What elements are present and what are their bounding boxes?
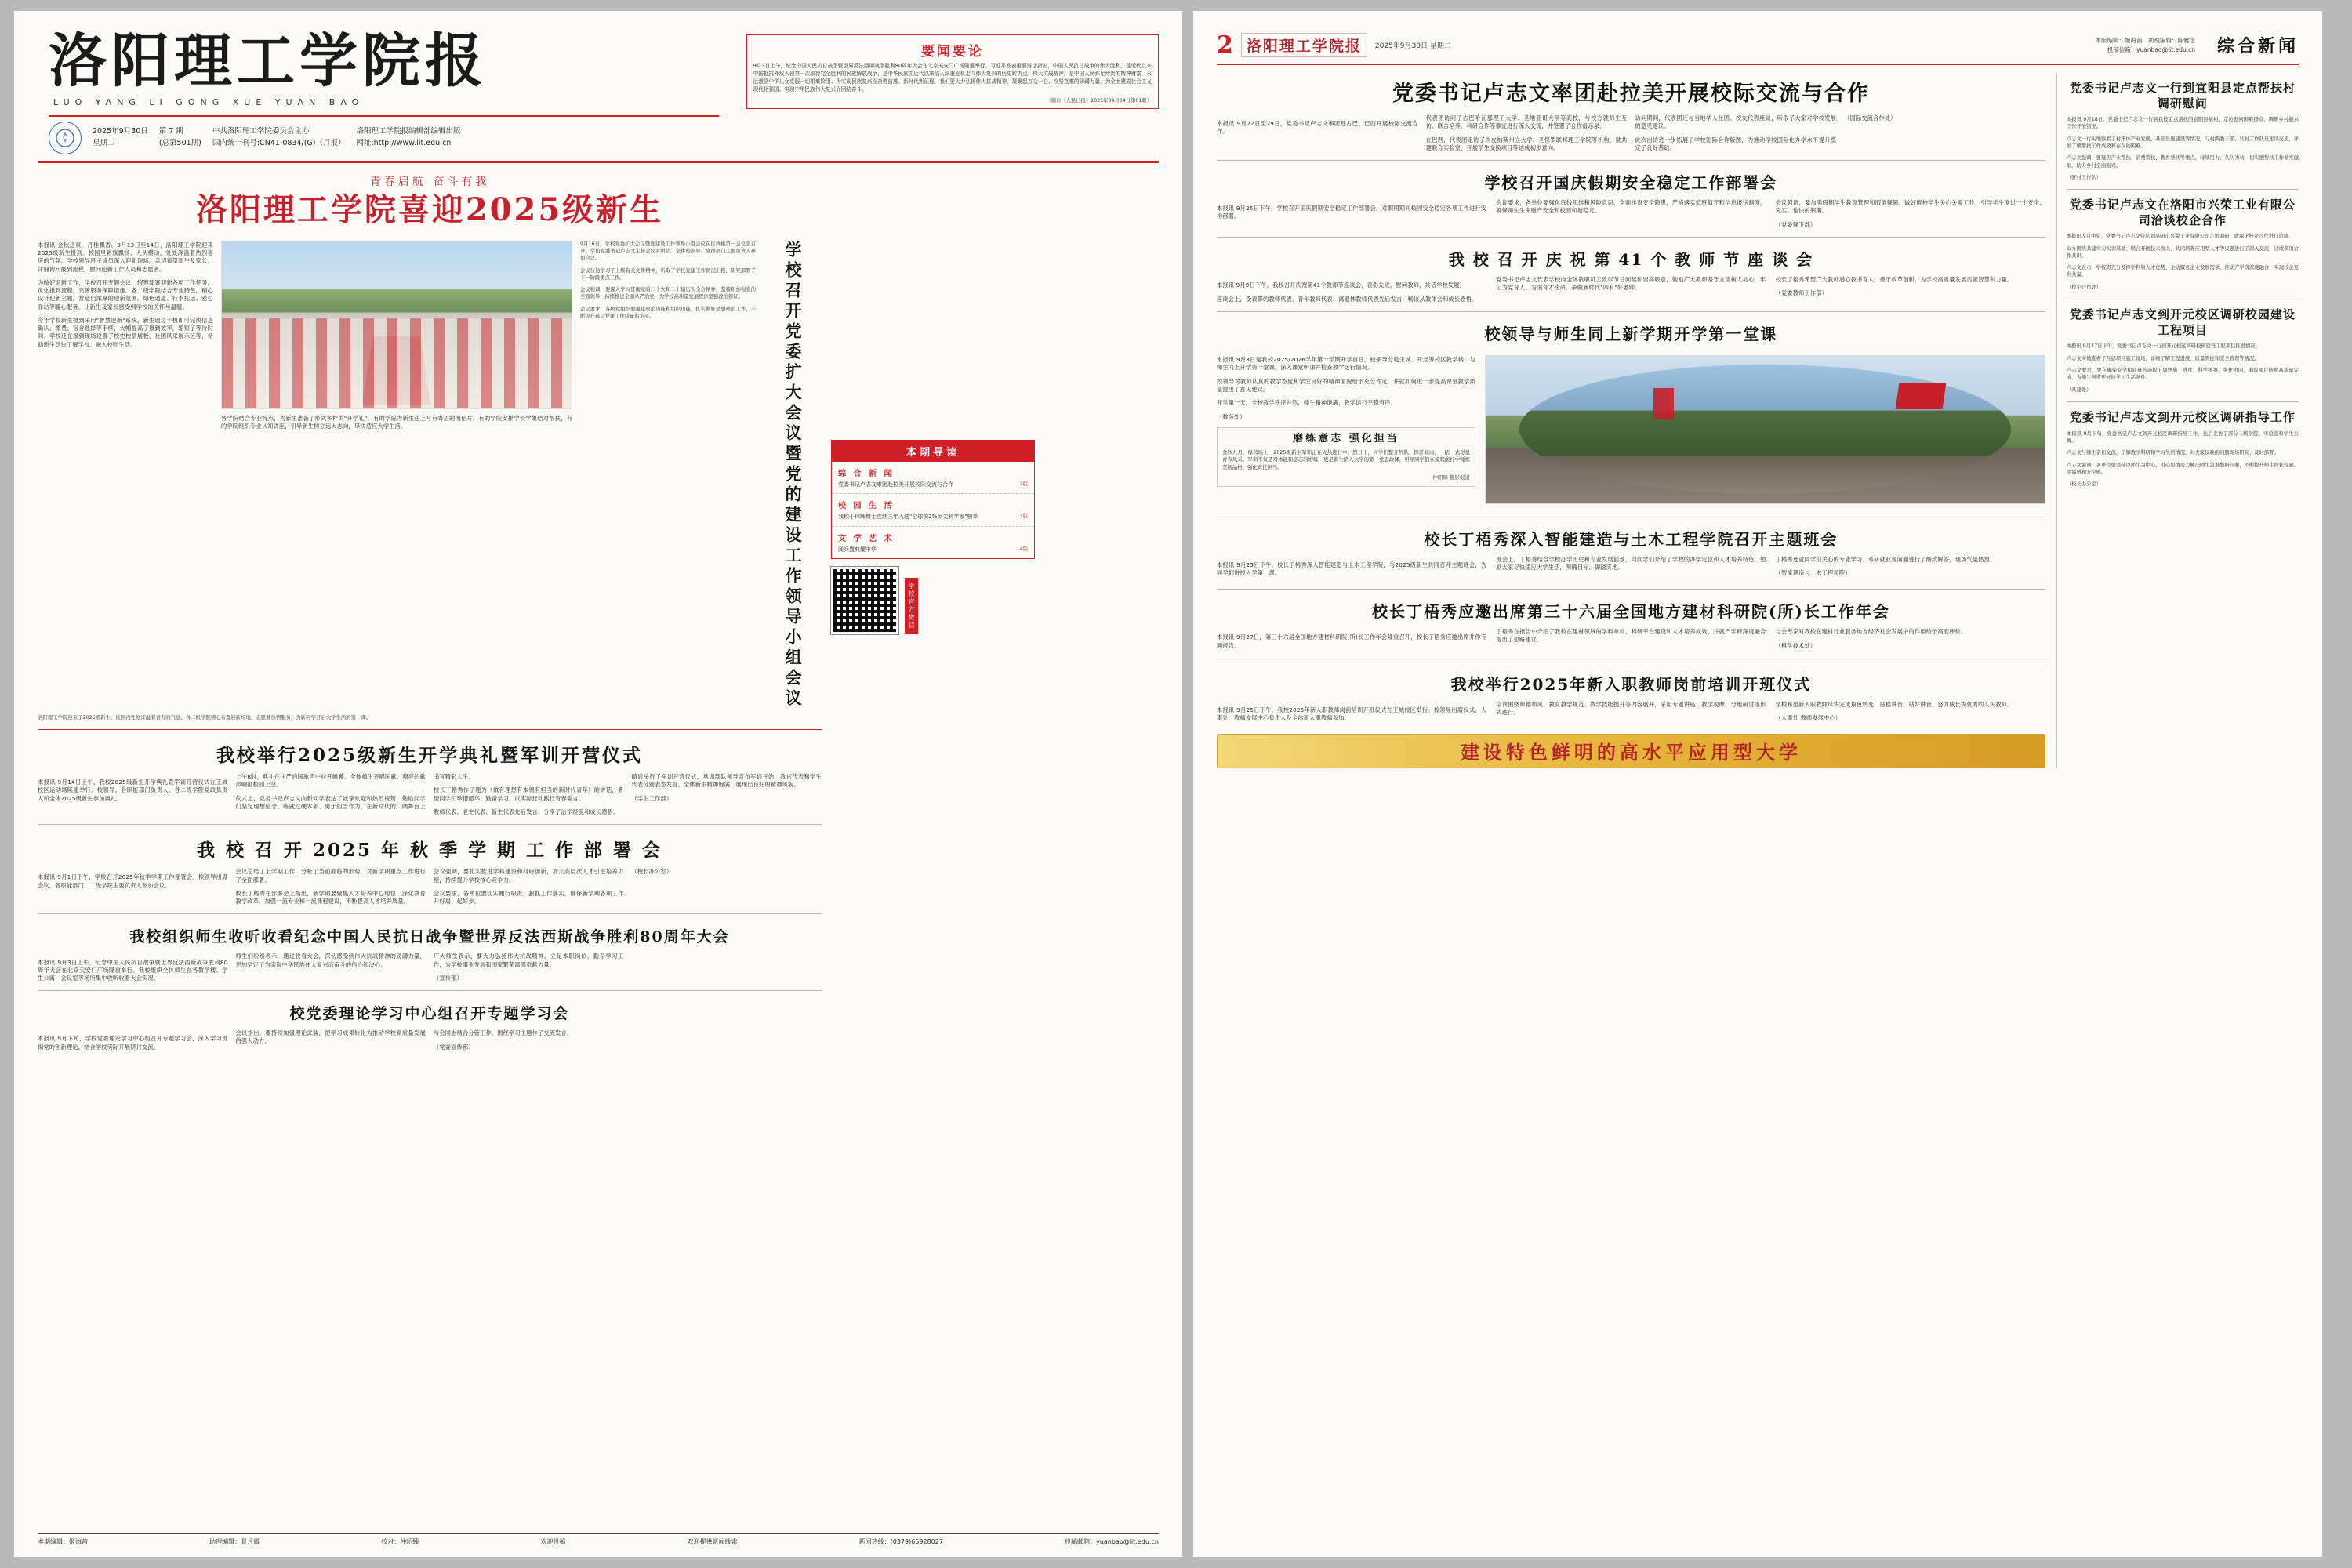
photo-caption-box — [1217, 427, 1475, 487]
vertical-headline-wrap — [764, 236, 822, 710]
article-paragraph: 党委书记卢志文代表学校向全体教职员工致以节日问候和崇高敬意，勉励广大教师坚守立德树人初心，牢记为党育人、为国育才使命，争做新时代"四有"好老师。 — [1496, 275, 1766, 292]
photo-caption-title: 磨练意志 强化担当 — [1293, 432, 1399, 445]
footer-assistant: 助理编辑：景月露 — [209, 1538, 260, 1545]
lead-photo — [221, 241, 572, 409]
divider — [38, 824, 822, 825]
page-front — [14, 11, 1182, 1557]
divider — [2067, 401, 2299, 402]
lead-kicker: 青春启航 奋斗有我 — [369, 175, 490, 188]
article-signature: （校企合作处） — [2066, 284, 2101, 290]
article-paragraph: 卢志文要求，要在确保安全和质量的前提下加快施工进度，科学统筹，强化协同，确保项目按期高质量完成，为师生创造更好的学习生活条件。 — [2066, 368, 2299, 381]
article-paragraph: 校长丁梧秀在部署会上指出，新学期要聚焦人才培养中心地位，深化教育教学改革，加强一流专业和一流课程建设，不断提高人才培养质量。 — [235, 889, 426, 906]
qr-row — [831, 567, 1035, 634]
article-paragraph: 卢志文实地查看了在建项目施工现场，详细了解工程进度、质量管控和安全管理等情况。 — [2066, 355, 2259, 361]
article-signature: （校长办公室） — [2066, 481, 2101, 488]
article-paragraph: 卢志文强调，各单位要坚持以师生为中心，用心用情用力解决师生急难愁盼问题，不断提升师生的获得感、幸福感和安全感。 — [2066, 462, 2299, 475]
newspaper-title: 洛阳理工学院报 — [49, 27, 488, 95]
article-signature: （人事处 教师发展中心） — [1775, 713, 1842, 721]
article-paragraph: 本报讯 9月17日下午，党委书记卢志文一行到开元校区调研校园建设工程项目推进情况。 — [2066, 343, 2260, 350]
contents-section — [832, 527, 1034, 559]
article-signature: （宣传部） — [434, 974, 463, 982]
sidebar-paragraph: 9月16日，学校党委扩大会议暨党建设工作领导小组会议在行政楼第一会议室召开。学校党委书记卢志文主持会议并讲话。全体校领导、党群部门主要负责人参加会议。 — [580, 241, 756, 262]
article-paragraph: 开学第一天，全校教学秩序井然，师生精神饱满，教学运行平稳有序。 — [1217, 399, 1397, 407]
page-two-date: 2025年9月30日 星期二 — [1374, 42, 1451, 50]
article-paragraph: 卢志文与师生亲切交流，了解教学科研和学习生活情况，对大家反映的问题现场研究、及时部署。 — [2066, 450, 2279, 456]
contents-section-label: 校 园 生 活 — [838, 502, 895, 511]
article-paragraph: 本报讯 9月27日，第三十六届全国地方建材科研院(所)长工作年会隆重召开，校长丁梧秀应邀出席并作专题报告。 — [1217, 633, 1487, 649]
contents-box — [831, 440, 1035, 560]
contents-section — [832, 494, 1034, 527]
article-paragraph: 本报讯 9月25日下午，校长丁梧秀深入智能建造与土木工程学院，与2025级新生共同召开主题班会，为同学们讲授入学第一课。 — [1217, 561, 1487, 577]
article-paragraph: 此次出访进一步拓展了学校国际合作版图，为推动学校国际化办学水平提升奠定了良好基础。 — [1635, 136, 1837, 151]
article-headline: 我校举行2025级新生开学典礼暨军训开营仪式 — [216, 745, 643, 767]
article-paragraph: 师生们纷纷表示，通过收看大会，深切感受到伟大抗战精神的磅礴力量，更加坚定了为实现中华民族伟大复兴而奋斗的信心和决心。 — [235, 953, 426, 968]
lead-paragraph: 各学院结合专业特点，为新生准备了形式多样的"开学礼"。有的学院为新生送上写有寄语的明信片，有的学院安排学长学姐结对帮扶，有的学院组织专业认知讲座，引导新生树立远大志向，尽快适应大学生活。 — [221, 414, 572, 430]
article-paragraph: 本报讯 9月中旬，党委书记卢志文带队到洛阳市兴荣工业有限公司走访调研，就深化校企合作进行洽谈。 — [2066, 234, 2294, 240]
article-paragraph: 卢志文表示，学校将充分发挥学科和人才优势，主动服务企业发展需求，推动产学研深度融合，实现校企互利共赢。 — [2066, 265, 2299, 278]
masthead-website[interactable]: 网址:http://www.lit.edu.cn — [356, 138, 452, 147]
article-paragraph: 仪式上，党委书记卢志文向新同学表达了诚挚欢迎和热烈祝贺，勉励同学们坚定理想信念、练就过硬本领、勇于担当作为，在新时代的广阔舞台上书写精彩人生。 — [235, 773, 474, 810]
article-paragraph: 本报讯 9月18日，党委书记卢志文一行到我校定点帮扶的宜阳县某村，走访慰问困难群众，调研乡村振兴工作开展情况。 — [2066, 117, 2299, 130]
newspaper-title-pinyin: LUO YANG LI GONG XUE YUAN BAO — [53, 96, 365, 107]
slogan-banner: 建设特色鲜明的高水平应用型大学 — [1217, 734, 2045, 768]
masthead-date: 2025年9月30日 — [93, 127, 148, 136]
page-two-logo: 洛阳理工学院报 — [1241, 33, 1367, 57]
contents-item[interactable] — [838, 481, 1028, 489]
editorial-box — [746, 34, 1159, 109]
page-two-staff-line2[interactable]: 投稿信箱：yuanbao@lit.edu.cn — [2107, 45, 2195, 53]
footer-email[interactable]: 投稿邮箱：yuanbao@lit.edu.cn — [1065, 1538, 1159, 1545]
article-paragraph: 本报讯 9月14日上午，我校2025级新生开学典礼暨军训开营仪式在王城校区运动场隆重举行。校领导、各职能部门负责人、各二级学院党政负责人和全体2025级新生参加典礼。 — [38, 779, 228, 802]
article-paragraph: 会议要求，各单位要切实履行职责，狠抓工作落实，确保新学期各项工作开好局、起好步。 — [434, 889, 624, 906]
article-paragraph: 会议总结了上学期工作，分析了当前面临的形势，对新学期重点工作进行了全面部署。 — [235, 868, 426, 884]
contents-item-page: 2版 — [1019, 480, 1028, 487]
page-two-staff — [2095, 36, 2195, 54]
article-paragraph: 会议要求，各单位要强化底线思维和风险意识，全面排查安全隐患，严格落实值班值守和信息报送制度，确保师生生命财产安全和校园和谐稳定。 — [1496, 199, 1766, 215]
article-headline: 党委书记卢志文一行到宜阳县定点帮扶村调研慰问 — [2069, 81, 2296, 111]
article-paragraph: 随后举行了军训开营仪式，承训部队领导宣布军训开始，教官代表和学生代表分别表态发言。全体新生精神饱满，展现出良好的精神风貌。 — [631, 773, 822, 789]
lead-paragraph: 为做好迎新工作，学校召开专题会议，统筹部署迎新各项工作任务，优化报到流程，完善服务保障措施。各二级学院结合专业特色，精心设计迎新主题，营造出浓厚的迎新氛围。绿色通道、行李托运、爱心驿站等暖心服务，让新生及家长感受到学校的关怀与温暖。 — [38, 278, 213, 310]
lead-paragraph: 今年学校新生报到采用"智慧迎新"系统，新生通过手机即可完成信息确认、缴费、宿舍选择等手续，大幅提高了报到效率，缩短了等待时间。学校还在报到现场设置了校史校情展板、社团风采展示区等，帮助新生尽快了解学校、融入校园生活。 — [38, 317, 213, 348]
photo-credit: 仲昭臻 摄影报道 — [1432, 474, 1470, 481]
article-headline: 我校组织师生收听收看纪念中国人民抗日战争暨世界反法西斯战争胜利80周年大会 — [129, 928, 730, 946]
footer-welcome-2: 欢迎提供新闻线索 — [687, 1538, 738, 1545]
article-signature: （国际交流合作处） — [1844, 114, 1896, 122]
contents-item-text: 阅兵盛典耀中华 — [838, 546, 877, 553]
article-paragraph: 丁梧秀在报告中介绍了我校在建材领域的学科布局、科研平台建设和人才培养成效，并就产学研深度融合提出了思路建议。 — [1496, 628, 1766, 644]
article-paragraph: 上午8时，典礼在庄严的国歌声中拉开帷幕。全体师生齐唱国歌，嘹亮的歌声响彻校园上空。 — [235, 773, 426, 789]
article-paragraph: 卢志文强调，要聚焦产业帮扶、消费帮扶、教育帮扶等重点，持续用力、久久为功，切实把帮扶工作做实做细，助力乡村全面振兴。 — [2066, 155, 2299, 169]
article-signature: （驻村工作队） — [2066, 174, 2101, 180]
article-signature: （智能建造与土木工程学院） — [1775, 569, 1851, 577]
right-rail — [2056, 73, 2299, 768]
article-signature: （校长办公室） — [631, 868, 673, 876]
article-paragraph: 代表团访问了古巴哈瓦那理工大学、圣地亚哥大学等高校，与校方就师生互访、联合培养、科研合作等事宜进行深入交流，并签署了合作备忘录。 — [1425, 114, 1628, 130]
article-paragraph: 会议强调，要加强假期学生教育管理和服务保障，做好留校学生关心关爱工作，引导学生度过一个安全、充实、愉快的假期。 — [1775, 199, 2045, 215]
article-headline: 党委书记卢志文在洛阳市兴荣工业有限公司洽谈校企合作 — [2069, 198, 2296, 227]
masthead-total-issue: (总第501期) — [158, 138, 201, 147]
masthead-rule — [49, 115, 719, 117]
divider — [38, 729, 822, 730]
article-paragraph: 座谈会上，受表彰的教师代表、青年教师代表、离退休教师代表先后发言，畅谈从教体会和成长感悟。 — [1217, 295, 1478, 303]
divider — [38, 990, 822, 991]
contents-item-text: 党委书记卢志文率团赴拉美开展校际交流与合作 — [838, 481, 953, 488]
article-signature: （党委保卫部） — [1775, 220, 1817, 228]
contents-item-page: 3版 — [1019, 513, 1028, 520]
article-paragraph: 卢志文一行实地察看了村集体产业发展、基础设施建设等情况，与村两委干部、驻村工作队员座谈交流，详细了解帮扶工作成效和存在的困难。 — [2066, 136, 2299, 149]
article-paragraph: 在巴西，代表团走访了坎皮纳斯州立大学、圣保罗联邦理工学院等机构，就共建联合实验室、开展学生交换项目等达成初步意向。 — [1425, 136, 1628, 151]
masthead-issue: 第 7 期 — [158, 127, 183, 136]
article-paragraph: 班会上，丁梧秀结合学校办学历史和专业发展前景，向同学们介绍了学校的办学定位和人才培养特色，勉励大家尽快适应大学生活，明确目标、脚踏实地。 — [1496, 555, 1766, 571]
article-paragraph: 会议强调，要扎实推进学科建设和科研创新，加大高层次人才引进培养力度，持续提升学校核心竞争力。 — [434, 868, 624, 884]
article-headline: 党委书记卢志文到开元校区调研指导工作 — [2069, 409, 2296, 424]
article-paragraph: 本报讯 9月25日下午，学校召开国庆假期安全稳定工作部署会，对假期期间校园安全稳定各项工作进行安排部署。 — [1217, 205, 1487, 220]
editorial-body: 9月3日上午，纪念中国人民抗日战争暨世界反法西斯战争胜利80周年大会在北京天安门广场隆重举行。习近平发表重要讲话指出，中国人民抗日战争的伟大胜利，是近代以来中国抵抗外敌入侵第一次取得完全胜利的民族解放战争，是中华民族由近代以来陷入深重危机走向伟大复兴的历史转折点。伟大抗战精神，是中国人民弥足珍贵的精神财富，永远激励中华儿女克服一切艰难险阻、为实现民族复兴而奋勇前进。新时代新征程，我们要大力弘扬伟大抗战精神，凝聚起万众一心、攻坚克难的磅礴力量，为全面建成社会主义现代化强国、实现中华民族伟大复兴而团结奋斗。 — [753, 63, 1152, 93]
article-paragraph: 本报讯 9月1日下午，学校召开2025年秋季学期工作部署会。校领导出席会议，各职能部门、二级学院主要负责人参加会议。 — [38, 873, 228, 889]
divider — [1217, 589, 2045, 590]
editorial-title: 要闻要论 — [920, 44, 984, 60]
vertical-headline: 学校召开党委扩大会议暨党的建设工作领导小组会议 — [783, 240, 804, 710]
qr-code-icon[interactable] — [831, 567, 898, 634]
masthead-cn-code: 国内统一刊号:CN41-0834/(G)（月报） — [212, 138, 346, 147]
article-paragraph: 校领导对教师认真的教学态度和学生良好的精神面貌给予充分肯定，并就如何进一步提高课堂教学质量提出了意见建议。 — [1217, 377, 1475, 393]
article-paragraph: 校长丁梧秀作了题为《做有理想有本领有担当的新时代青年》的讲话，希望同学们珍惜韶华、勤奋学习，以实际行动践行青春誓言。 — [434, 786, 624, 802]
contents-item-page: 4版 — [1019, 545, 1028, 552]
article-paragraph: 本报讯 9月下旬，学校党委理论学习中心组召开专题学习会，深入学习贯彻党的创新理论，结合学校实际开展研讨交流。 — [38, 1035, 228, 1051]
article-signature: （基建处） — [2066, 387, 2092, 393]
article-signature: （教务处） — [1217, 412, 1246, 420]
lead-paragraph: 本报讯 金秋送爽，丹桂飘香。9月13日至14日，洛阳理工学院迎来2025级新生报到。校园里彩旗飘扬、人头攒动，处处洋溢着热烈喜庆的气氛。学校领导班子成员深入迎新现场，亲切看望新生及家长，详细询问报到流程，慰问迎新工作人员和志愿者。 — [38, 241, 213, 273]
article-paragraph: 本报讯 9月25日下午，我校2025年新入职教师岗前培训开班仪式在王城校区举行。校领导出席仪式，人事处、教师发展中心负责人及全体新入职教师参加。 — [1217, 706, 1487, 721]
lead-photo-caption: 洛阳理工学院迎来了2025级新生，校园内处处洋溢着青春的气息。各二级学院精心布置迎新场地，志愿者热情服务，为新同学开启大学生活的第一课。 — [38, 714, 372, 721]
footer-proof: 校对：仲昭臻 — [381, 1538, 419, 1545]
sidebar-paragraph: 会议要求，各级党组织要强化政治功能和组织功能，扎实做好思想政治工作，不断提升基层党建工作质量和水平。 — [580, 306, 756, 319]
page-two — [1193, 11, 2322, 1557]
article-signature: （学生工作部） — [631, 794, 673, 802]
page-two-staff-line1: 本版编辑：姬海茜 助理编辑：陈雅芝 — [2095, 37, 2195, 45]
article-signature: （科学技术处） — [1775, 641, 1817, 649]
footer-hotline: 新闻热线：(0379)65928027 — [858, 1538, 943, 1545]
divider — [1217, 237, 2045, 238]
article-headline: 校党委理论学习中心组召开专题学习会 — [289, 1005, 570, 1023]
article-headline: 我校举行2025年新入职教师岗前培训开班仪式 — [1450, 674, 1812, 694]
article-paragraph: 教师代表、老生代表、新生代表先后发言，分享了治学经验和成长感悟。 — [434, 808, 619, 816]
contents-title: 本期导读 — [832, 441, 1034, 462]
masthead-publisher: 洛阳理工学院报编辑部编辑出版 — [356, 127, 461, 136]
article-headline: 党委书记卢志文率团赴拉美开展校际交流与合作 — [1392, 82, 1870, 106]
university-seal-icon — [49, 122, 82, 154]
divider — [1217, 160, 2045, 161]
article-signature: （党委教师工作部） — [1775, 289, 1828, 297]
contents-item[interactable] — [838, 546, 1028, 554]
page-two-section-title: 综合新闻 — [2216, 36, 2299, 56]
military-training-photo — [1485, 355, 2045, 504]
article-paragraph: 本报讯 9月下旬，党委书记卢志文到开元校区调研指导工作，先后走访了部分二级学院、实验室和学生公寓。 — [2066, 430, 2299, 444]
article-paragraph: 学校希望新入职教师尽快完成角色转变，站稳讲台、站好讲台，努力成长为优秀的人民教师。 — [1775, 700, 2013, 708]
contents-section-label: 文 学 艺 术 — [838, 534, 895, 543]
qr-label: 学校官方微信 — [905, 578, 918, 634]
article-paragraph: 与会专家对我校在建材行业服务地方经济社会发展中的作用给予高度评价。 — [1775, 628, 1967, 636]
contents-section — [832, 462, 1034, 495]
masthead-sponsor: 中共洛阳理工学院委员会主办 — [212, 127, 310, 136]
article-paragraph: 访问期间，代表团还与当地华人社团、校友代表座谈，听取了大家对学校发展的意见建议。 — [1635, 114, 1837, 130]
contents-section-label: 综 合 新 闻 — [838, 469, 895, 478]
contents-item[interactable] — [838, 513, 1028, 521]
sidebar-paragraph: 会议传达学习了上级有关文件精神，听取了学校党建工作情况汇报，研究部署了下一阶段重点工作。 — [580, 267, 756, 281]
divider — [1217, 311, 2045, 312]
article-paragraph: 与会同志结合分管工作，围绕学习主题作了交流发言。 — [434, 1029, 573, 1037]
divider — [38, 913, 822, 914]
article-headline: 学校召开国庆假期安全稳定工作部署会 — [1484, 173, 1778, 193]
article-paragraph: 培训围绕师德师风、教育教学规范、教学技能提升等内容展开，采用专题讲座、教学观摩、分组研讨等形式进行。 — [1496, 700, 1766, 716]
article-paragraph: 双方围绕共建实习实训基地、联合开展技术攻关、共同培养应用型人才等议题进行了深入交流，达成多项合作共识。 — [2066, 245, 2299, 259]
article-headline: 我 校 召 开 2025 年 秋 季 学 期 工 作 部 署 会 — [196, 840, 663, 862]
article-paragraph: 本报讯 9月9日下午，我校召开庆祝第41个教师节座谈会，表彰先进，慰问教师，共话学校发展。 — [1217, 281, 1466, 289]
footer-welcome-1: 欢迎投稿 — [540, 1538, 566, 1545]
masthead — [38, 27, 1159, 154]
page-two-header — [1217, 31, 2299, 65]
contents-item-text: 我校于伟辉博士连续三年入选"全球前2%顶尖科学家"榜单 — [838, 514, 978, 521]
article-headline: 党委书记卢志文到开元校区调研校园建设工程项目 — [2069, 307, 2296, 337]
page-number: 2 — [1217, 31, 1233, 59]
article-headline: 校长丁梧秀深入智能建造与土木工程学院召开主题班会 — [1424, 529, 1838, 549]
article-headline: 校长丁梧秀应邀出席第三十六届全国地方建材科研院(所)长工作年会 — [1371, 602, 1890, 622]
article-signature: （党委宣传部） — [434, 1043, 474, 1051]
article-headline: 我 校 召 开 庆 祝 第 41 个 教 师 节 座 谈 会 — [1448, 249, 1814, 269]
article-headline: 校领导与师生同上新学期开学第一堂课 — [1484, 324, 1778, 343]
editorial-signature: （摘自《人民日报》2025年09月04日第01版） — [1046, 97, 1152, 103]
footer-editor: 本期编辑：姬海茜 — [38, 1538, 88, 1545]
article-paragraph: 本报讯 9月3日上午，纪念中国人民抗日战争暨世界反法西斯战争胜利80周年大会在北京天安门广场隆重举行。我校组织全体师生在各教学楼、学生公寓、会议室等场所集中收听收看大会实况。 — [38, 958, 228, 982]
page-footer — [38, 1533, 1159, 1546]
divider — [2067, 189, 2299, 190]
article-paragraph: 本报讯 9月22日至29日，党委书记卢志文率团赴古巴、巴西开展校际交流合作。 — [1217, 120, 1418, 136]
masthead-weekday: 星期二 — [93, 138, 115, 147]
article-paragraph: 丁梧秀还就同学们关心的专业学习、考研就业等问题进行了细致解答，现场气氛热烈。 — [1775, 555, 1996, 563]
article-paragraph: 本报讯 9月8日是我校2025/2026学年第一学期开学首日，校领导分赴王城、开元等校区教学楼，与师生同上开学第一堂课，深入课堂听课并检查教学运行情况。 — [1217, 355, 1475, 372]
lead-headline: 洛阳理工学院喜迎2025级新生 — [195, 191, 664, 228]
divider-red-thick — [38, 161, 1159, 163]
article-paragraph: 校长丁梧秀希望广大教师潜心教书育人，勇于改革创新，为学校高质量发展贡献智慧和力量。 — [1775, 275, 2013, 283]
photo-caption-text: 金秋九月，绿茵场上，2025级新生军训正在火热进行中。烈日下，同学们整齐列队、挥汗如雨，一招一式尽显青春风采。军训不仅是对体能和意志的磨练，更是新生踏入大学的第一堂思政课，引导同学们在摸爬滚打中锤炼坚韧品格、强化责任担当。 — [1222, 448, 1470, 470]
article-paragraph: 广大师生表示，要大力弘扬伟大抗战精神，立足本职岗位，勤奋学习工作，为学校事业发展和国家繁荣富强贡献力量。 — [434, 953, 624, 968]
sidebar-paragraph: 会议强调，要深入学习贯彻党的二十大和二十届历次全会精神，坚持和加强党的全面领导，持续推进全面从严治党，为学校高质量发展提供坚强政治保证。 — [580, 287, 756, 300]
article-paragraph: 会议指出，要持续加强理论武装，把学习成果转化为推动学校高质量发展的强大动力。 — [235, 1029, 426, 1045]
